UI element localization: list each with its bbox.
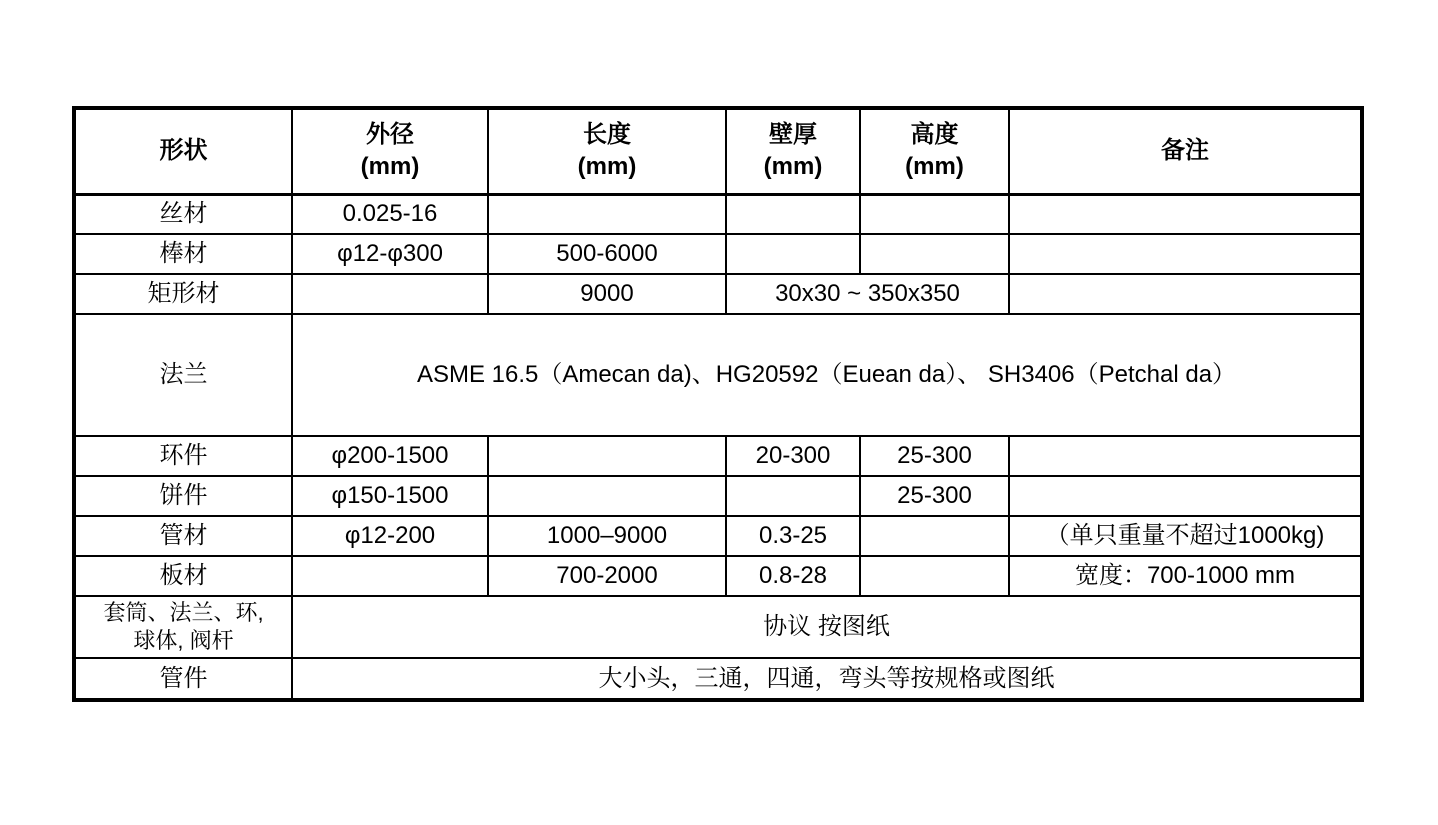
cell-outer-diameter <box>292 556 488 596</box>
table-row-tube <box>74 516 1362 556</box>
cell-shape: 棒材 <box>74 234 292 274</box>
header-shape: 形状 <box>74 108 292 194</box>
table-row-fittings <box>74 658 1362 700</box>
cell-wall-thickness <box>726 194 860 234</box>
cell-note: （单只重量不超过1000kg) <box>1009 516 1362 556</box>
cell-length <box>488 476 726 516</box>
cell-wall-height-range: 30x30 ~ 350x350 <box>726 274 1009 314</box>
cell-length: 1000–9000 <box>488 516 726 556</box>
specification-table <box>72 106 1364 702</box>
cell-length: 700-2000 <box>488 556 726 596</box>
cell-length <box>488 194 726 234</box>
cell-height <box>860 556 1009 596</box>
cell-shape: 板材 <box>74 556 292 596</box>
cell-length: 500-6000 <box>488 234 726 274</box>
cell-outer-diameter: φ150-1500 <box>292 476 488 516</box>
cell-outer-diameter: φ200-1500 <box>292 436 488 476</box>
cell-note <box>1009 274 1362 314</box>
cell-shape: 管材 <box>74 516 292 556</box>
cell-shape-line2: 球体, 阀杆 <box>133 628 234 653</box>
cell-shape: 管件 <box>74 658 292 700</box>
table-row-ring <box>74 436 1362 476</box>
cell-shape: 饼件 <box>74 476 292 516</box>
table-row-wire <box>74 194 1362 234</box>
cell-agreement: 协议 按图纸 <box>292 596 1362 658</box>
cell-length: 9000 <box>488 274 726 314</box>
cell-shape <box>74 596 292 658</box>
cell-height: 25-300 <box>860 476 1009 516</box>
header-length: 长度 (mm) <box>488 108 726 194</box>
cell-note <box>1009 234 1362 274</box>
cell-note <box>1009 194 1362 234</box>
header-outer-diameter: 外径 (mm) <box>292 108 488 194</box>
table-row-flange <box>74 314 1362 436</box>
cell-shape: 矩形材 <box>74 274 292 314</box>
cell-wall-thickness: 0.8-28 <box>726 556 860 596</box>
cell-note <box>1009 476 1362 516</box>
cell-wall-thickness <box>726 234 860 274</box>
cell-height <box>860 516 1009 556</box>
table-row-cake <box>74 476 1362 516</box>
cell-note: 宽度：700-1000 mm <box>1009 556 1362 596</box>
table-row-rectangular <box>74 274 1362 314</box>
cell-shape: 法兰 <box>74 314 292 436</box>
header-wall-thickness: 壁厚 (mm) <box>726 108 860 194</box>
cell-wall-thickness: 20-300 <box>726 436 860 476</box>
cell-fittings-description: 大小头，三通，四通，弯头等按规格或图纸 <box>292 658 1362 700</box>
cell-shape: 环件 <box>74 436 292 476</box>
table-row-plate <box>74 556 1362 596</box>
cell-outer-diameter: φ12-200 <box>292 516 488 556</box>
table-row-sleeve-misc <box>74 596 1362 658</box>
cell-outer-diameter: φ12-φ300 <box>292 234 488 274</box>
header-height: 高度 (mm) <box>860 108 1009 194</box>
cell-outer-diameter <box>292 274 488 314</box>
cell-flange-standards: ASME 16.5（Amecan da)、HG20592（Euean da）、 SH3406（Petchal da） <box>292 314 1362 436</box>
header-note: 备注 <box>1009 108 1362 194</box>
cell-shape-line1: 套筒、法兰、环, <box>103 600 264 625</box>
cell-wall-thickness <box>726 476 860 516</box>
table-row-bar <box>74 234 1362 274</box>
cell-height <box>860 194 1009 234</box>
header-row <box>74 108 1362 194</box>
cell-shape: 丝材 <box>74 194 292 234</box>
cell-length <box>488 436 726 476</box>
cell-note <box>1009 436 1362 476</box>
cell-height: 25-300 <box>860 436 1009 476</box>
cell-height <box>860 234 1009 274</box>
cell-wall-thickness: 0.3-25 <box>726 516 860 556</box>
cell-outer-diameter: 0.025-16 <box>292 194 488 234</box>
